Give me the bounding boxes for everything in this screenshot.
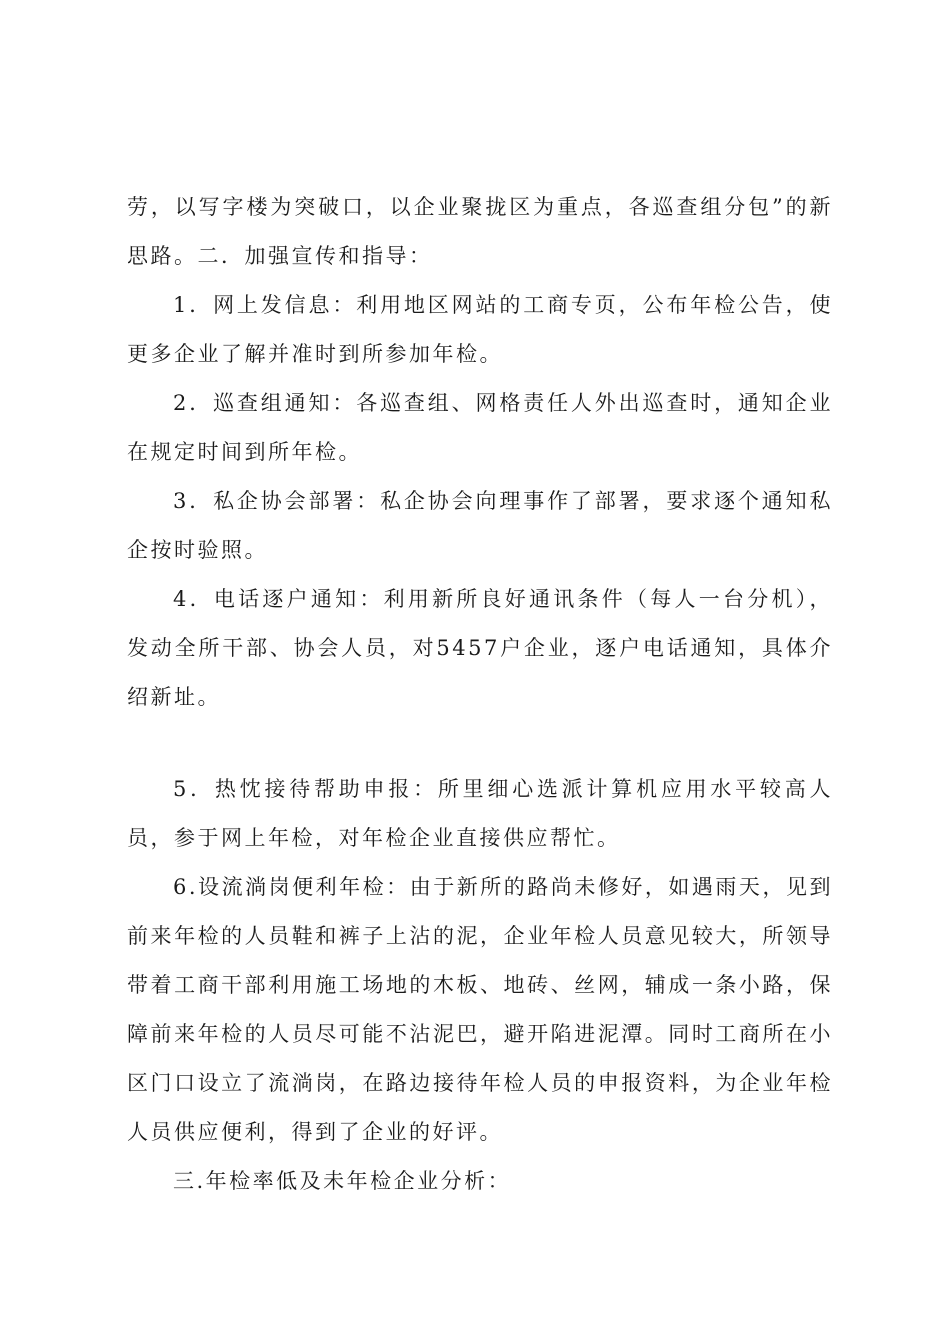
paragraph-item-1: 1．网上发信息：利用地区网站的工商专页，公布年检公告，使更多企业了解并准时到所参加年检。 <box>127 293 833 366</box>
document-body <box>127 183 833 1206</box>
paragraph-item-5: 5．热忱接待帮助申报：所里细心选派计算机应用水平较高人员，参于网上年检，对年检企业直接供应帮忙。 <box>127 777 833 850</box>
paragraph-item-6: 6.设流淌岗便利年检：由于新所的路尚未修好，如遇雨天，见到前来年检的人员鞋和裤子上沾的泥，企业年检人员意见较大，所领导带着工商干部利用施工场地的木板、地砖、丝网，辅成一条小路，保障前来年检的人员尽可能不沾泥巴，避开陷进泥潭。同时工商所在小区门口设立了流淌岗，在路边接待年检人员的申报资料，为企业年检人员供应便利，得到了企业的好评。 <box>127 875 833 1144</box>
paragraph-item-4: 4．电话逐户通知：利用新所良好通讯条件（每人一台分机），发动全所干部、协会人员，对5457户企业，逐户电话通知，具体介绍新址。 <box>127 587 833 709</box>
paragraph-item-2: 2．巡查组通知：各巡查组、网格责任人外出巡查时，通知企业在规定时间到所年检。 <box>127 391 833 464</box>
paragraph-continuation: 劳，以写字楼为突破口，以企业聚拢区为重点，各巡查组分包”的新思路。二．加强宣传和指导： <box>127 195 833 268</box>
paragraph-item-3: 3．私企协会部署：私企协会向理事作了部署，要求逐个通知私企按时验照。 <box>127 489 833 562</box>
section-heading-3: 三.年检率低及未年检企业分析： <box>173 1169 512 1193</box>
